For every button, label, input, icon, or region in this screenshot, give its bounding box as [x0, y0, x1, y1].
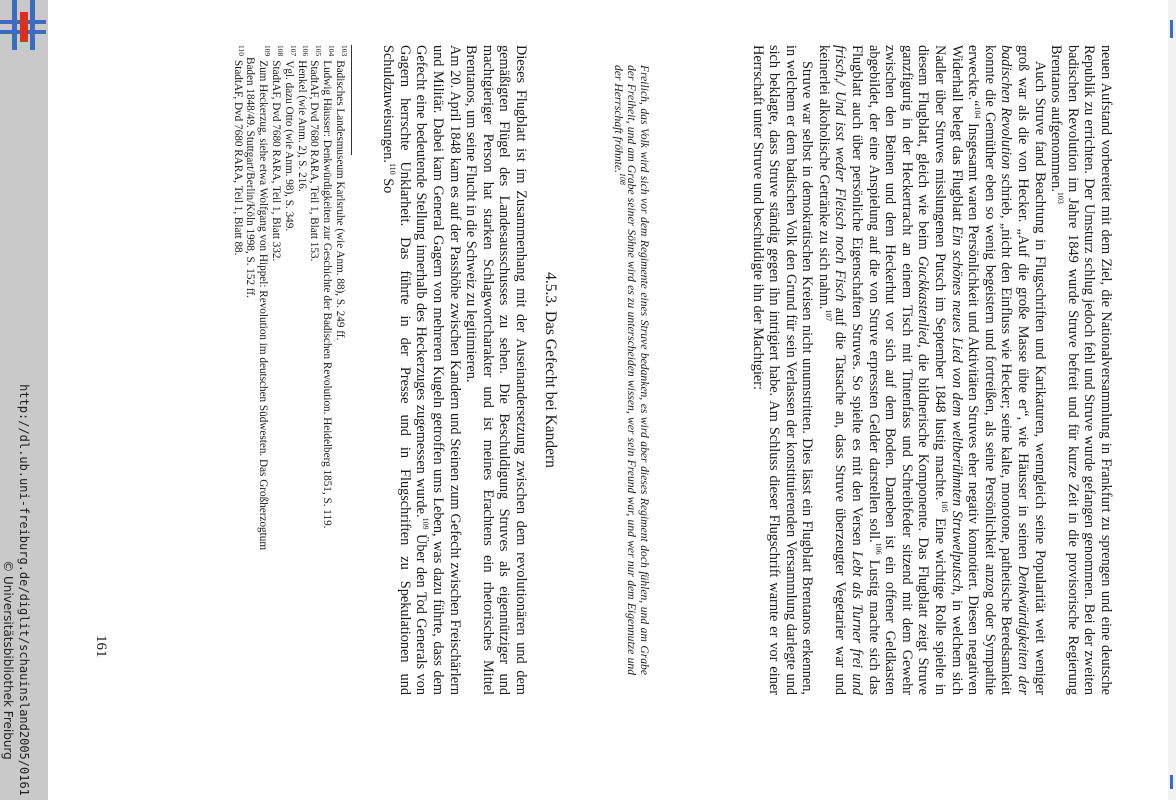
section-heading: 4.5.3. Das Gefecht bei Kandern [542, 272, 559, 468]
footnote-ref[interactable]: 108 [617, 172, 627, 185]
footnote-divider [351, 45, 352, 155]
footnote-continuation: Baden 1848/49. Stuttgart/Berlin/Köln 1998, S. 152 ff. [244, 57, 257, 298]
body-text-top [749, 45, 1114, 695]
footnote: $^{105}$StadtAF, Dvd 7680 RARA, Teil 1, Blatt 153. [308, 45, 324, 262]
footnote-ref[interactable]: 106 [873, 542, 883, 555]
ub-freiburg-logo [0, 0, 46, 50]
edge-marker [1170, 775, 1173, 789]
paragraph: neuen Aufstand vorbereitet mit dem Ziel, die Nationalversammlung in Frankfurt zu sprengen und eine deutsche Republik zu errichten. Der Umsturz schlug jedoch fehl und Struve wurde gefangen genommen. Bei der zweiten badischen Revolution im Jahre 1849 wurde Struve befreit und für kurze Zeit in die provisorische Regierung Brentanos aufgenommen.$^{103}$ [1048, 45, 1114, 695]
paragraph: Struve war selbst in demokratischen Kreisen nicht unumstritten. Dies lässt ein Flugblatt Brentanos erkennen, in welchem er dem badischen Volk den Grund für sein Verlassen der konstituierenden Versammlung darlegte und sich beklagte, dass Struve ständig gegen ihn intrigiert habe. Am Schluss dieser Flugschrift warnte er vor einer Herrschaft unter Struve und beschuldigte ihn der Machtgier: [749, 45, 816, 695]
footnote: $^{108}$StadtAF, Dvd 7680 RARA, Teil 1, Blatt 332. [270, 45, 285, 262]
footnote: $^{109}$Zum Heckerzug, siehe etwa Wolfgang von Hippel: Revolution im deutschen Südwesten. Das Großherzogtum [257, 45, 272, 551]
footnote: $^{103}$Badisches Landesmuseum Karlsruhe (wie Anm. 88), S. 249 ff. [334, 45, 349, 341]
paragraph: Auch Struve fand Beachtung in Flugschriften und Karikaturen, wenngleich seine Popularität weit weniger groß war als die von Hecker. „Auf die große Masse übte er“, wie Häusser in seinen Denkwürdigkeiten der badischen Revolution schrieb, „nicht den Einfluss wie Hecker; seine kalte, monotone, pathetische Beredsamkeit konnte die Gemüther eben so wenig begeistern und fortreißen, als seine Persönlichkeit anzog oder Sympathie erweckte.“$^{104}$ Insgesamt waren Persönlichkeit und Aktivitäten Struves eher negativ konnotiert. Diesen negativen Widerhall belegt das Flugblatt Ein schönes neues Lied von dem weltberühmten Struwelputsch, in welchem sich Nadler über Struves misslungenen Putsch im September 1848 lustig machte.$^{105}$ Eine wichtige Rolle spielte in diesem Flugblatt, gleich wie beim Guckkastenlied, die bildnerische Komponente. Das Flugblatt zeigt Struve ganzfigurig in der Heckertracht an einem Tisch mit Tintenfass und Schreibfeder sitzend mit dem Gewehr zwischen den Beinen und dem Heckerhut vor sich auf dem Boden. Daneben ist ein offener Geldkasten abgebildet, der eine Anspielung auf die von Struve erpressten Gelder darstellen soll.$^{106}$ Lustig machte sich das Flugblatt auch über persönliche Eigenschaften Struves. So spielte es mit den Versen Lebt als Turner frei und frisch,/ Und isst weder Fleisch noch Fisch auf die Tatsache an, dass Struve überzeugter Vegetarier war und keinerlei alkoholische Getränke zu sich nahm.$^{107}$ [815, 45, 1048, 695]
right-edge-strip [1168, 0, 1176, 800]
paragraph: Am 20. April 1848 kam es auf der Passhöhe zwischen Kandern und Steinen zum Gefecht zwischen Freischärlern und Militär. Dabei kam General Gagern von mehreren Kugeln getroffen ums Leben, was dazu führte, dass dem Gefecht eine bedeutende Stellung innerhalb des Heckerzuges zugemessen wurde.$^{109}$ Über den Tod Generals von Gagern herrschte Unklarheit. Das führte in der Presse und in Flugschriften zu Spekulationen und Schuldzuweisungen.$^{110}$ So [380, 45, 463, 695]
footnote: $^{110}$StadtAF, Dvd 7680 RARA, Teil 1, Blatt 88. [231, 45, 247, 256]
footnote-ref[interactable]: 110 [388, 162, 398, 175]
footnote: $^{106}$Henkel (wie Anm. 2), S. 216. [295, 45, 311, 192]
edge-marker [1170, 20, 1173, 38]
page-number: 161 [93, 635, 109, 658]
footnote: $^{107}$Vgl. dazu Otto (wie Anm. 98), S. 349. [282, 45, 298, 232]
block-quote: Freilich, das Volk wird sich vor dem Regimente eines Struve bedanken, es wird aber dieses Regiment doch fühlen, und am Grabe der Freiheit, und am Grabe seiner Söhne wird es zu unterscheiden wissen, wer sein Freund war, und wer nur dem Eigennutze und der Herrschaft fröhnte.$^{108}$ [611, 65, 651, 675]
book-page [76, 35, 1116, 775]
footnote: $^{104}$Ludwig Häusser: Denkwürdigkeiten zur Geschichte der Badischen Revolution. Heidelberg 1851, S. 119. [321, 45, 336, 529]
footnote-ref[interactable]: 107 [823, 309, 833, 322]
footnote-ref[interactable]: 104 [973, 106, 983, 119]
body-text-bottom [380, 45, 529, 695]
footnote-ref[interactable]: 109 [421, 517, 431, 530]
copyright-notice: © Universitätsbibliothek Freiburg [1, 560, 15, 760]
paragraph: Dieses Flugblatt ist im Zusammenhang mit der Auseinandersetzung zwischen dem revolutionären und dem gemäßigten Flügel des Landesausschusses zu sehen. Die Beschuldigung Struves als eigennütziger und machtgieriger Person hat starken Schlagwortcharakter und ist meines Erachtens ein rhetorisches Mittel Brentanos, um seine Flucht in die Schweiz zu legitimieren. [463, 45, 529, 695]
document-url[interactable]: http://dl.ub.uni-freiburg.de/diglit/schauinsland2005/0161 [17, 384, 31, 796]
footnote-ref[interactable]: 105 [939, 500, 949, 513]
viewer-margin [0, 0, 48, 800]
footnote-ref[interactable]: 103 [1055, 191, 1065, 204]
footnotes [231, 45, 349, 695]
